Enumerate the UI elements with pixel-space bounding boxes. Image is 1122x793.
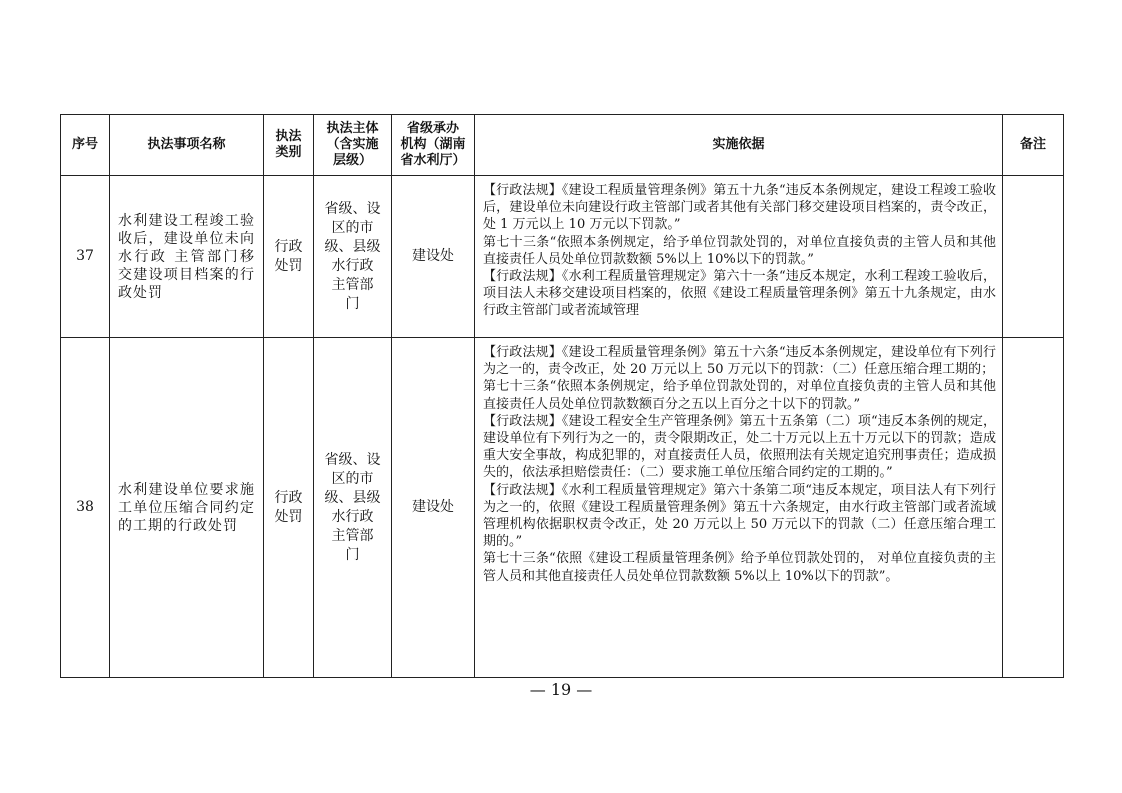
row-subject-line: 主管部 — [331, 527, 374, 544]
row-subject-line: 门 — [345, 295, 360, 312]
row-category — [264, 338, 314, 678]
basis-paragraph: 【行政法规】《建设工程质量管理条例》第五十六条“违反本条例规定，建设单位有下列行为之一的，责令改正，处 20 万元以上 50 万元以下的罚款：（二）任意压缩合理工期的； — [483, 345, 996, 378]
header-seq — [61, 115, 110, 176]
row-subject-line: 主管部 — [331, 276, 374, 293]
header-category — [264, 115, 314, 176]
row-agency: 建设处 — [392, 338, 475, 678]
row-category-line: 处罚 — [274, 257, 303, 274]
header-line: 序号 — [71, 137, 98, 152]
row-subject-line: 省级、设 — [324, 200, 381, 217]
row-basis — [475, 338, 1003, 678]
header-line: 执法主体 — [326, 121, 379, 136]
table-row — [61, 338, 1064, 678]
header-line: 执法 — [275, 129, 302, 144]
row-subject-line: 水行政 — [331, 257, 374, 274]
header-basis — [475, 115, 1003, 176]
row-subject-line: 水行政 — [331, 508, 374, 525]
row-subject-line: 门 — [345, 546, 360, 563]
page-number: — 19 — — [529, 680, 593, 699]
row-category-line: 行政 — [274, 489, 303, 506]
basis-paragraph: 第七十三条“依照本条例规定，给予单位罚款处罚的，对单位直接负责的主管人员和其他直接责任人员处单位罚款数额 5%以上 10%以下的罚款。” — [483, 234, 996, 267]
header-line: 省级承办 — [406, 121, 459, 136]
row-remark — [1003, 338, 1064, 678]
row-seq: 37 — [61, 176, 110, 338]
header-line: 备注 — [1019, 137, 1046, 152]
row-subject — [314, 176, 392, 338]
row-category-line: 处罚 — [274, 508, 303, 525]
table-row — [61, 176, 1064, 338]
header-line: 层级） — [332, 153, 372, 168]
row-category — [264, 176, 314, 338]
row-subject — [314, 338, 392, 678]
row-category-line: 行政 — [274, 238, 303, 255]
header-line: 省水利厅） — [400, 153, 466, 168]
basis-paragraph: 【行政法规】《水利工程质量管理规定》第六十一条“违反本规定，水利工程竣工验收后，项目法人未移交建设项目档案的，依照《建设工程质量管理条例》第五十九条规定，由水行政主管部门或者流域管理 — [483, 269, 996, 319]
header-line: （含实施 — [326, 137, 379, 152]
row-remark — [1003, 176, 1064, 338]
header-remark — [1003, 115, 1064, 176]
row-subject-line: 级、县级 — [324, 489, 381, 506]
row-item-name: 水利建设单位要求施工单位压缩合同约定的工期的行政处罚 — [110, 338, 264, 678]
basis-paragraph: 第七十三条“依照《建设工程质量管理条例》给予单位罚款处罚的， 对单位直接负责的主管人员和其他直接责任人员处单位罚款数额 5%以上 10%以下的罚款”。 — [483, 551, 996, 584]
row-subject-line: 区的市 — [331, 219, 374, 236]
header-agency — [392, 115, 475, 176]
row-subject-line: 级、县级 — [324, 238, 381, 255]
row-subject-line: 区的市 — [331, 470, 374, 487]
enforcement-items-table — [60, 114, 1064, 678]
row-agency: 建设处 — [392, 176, 475, 338]
header-subject — [314, 115, 392, 176]
table-header-row — [61, 115, 1064, 176]
basis-paragraph: 第七十三条“依照本条例规定，给予单位罚款处罚的，对单位直接负责的主管人员和其他直接责任人员处单位罚款数额百分之五以上百分之十以下的罚款。” — [483, 379, 996, 412]
header-line: 执法事项名称 — [147, 137, 226, 152]
row-seq: 38 — [61, 338, 110, 678]
row-item-name: 水利建设工程竣工验收后，建设单位未向水行政 主管部门移交建设项目档案的行政处罚 — [110, 176, 264, 338]
row-subject-line: 省级、设 — [324, 451, 381, 468]
row-basis — [475, 176, 1003, 338]
header-line: 实施依据 — [712, 137, 765, 152]
basis-paragraph: 【行政法规】《建设工程安全生产管理条例》第五十五条第（二）项“违反本条例的规定，建设单位有下列行为之一的，责令限期改正，处二十万元以上五十万元以下的罚款；造成重大安全事故，构成犯罪的，对直接责任人员，依照刑法有关规定追究刑事责任；造成损失的，依法承担赔偿责任：（二）要求施工单位压缩合同约定的工期的。” — [483, 413, 996, 481]
basis-paragraph: 【行政法规】《建设工程质量管理条例》第五十九条“违反本条例规定，建设工程竣工验收后，建设单位未向建设行政主管部门或者其他有关部门移交建设项目档案的，责令改正，处 1 万元以上 10 万元以下罚款。” — [483, 183, 996, 233]
basis-paragraph: 【行政法规】《水利工程质量管理规定》第六十条第二项“违反本规定，项目法人有下列行为之一的，依照《建设工程质量管理条例》第五十六条规定，由水行政主管部门或者流域管理机构依据职权责令改正，处 20 万元以上 50 万元以下的罚款（二）任意压缩合理工期的。” — [483, 482, 996, 550]
header-line: 类别 — [275, 145, 302, 160]
header-item-name — [110, 115, 264, 176]
header-line: 机构（湖南 — [400, 137, 466, 152]
